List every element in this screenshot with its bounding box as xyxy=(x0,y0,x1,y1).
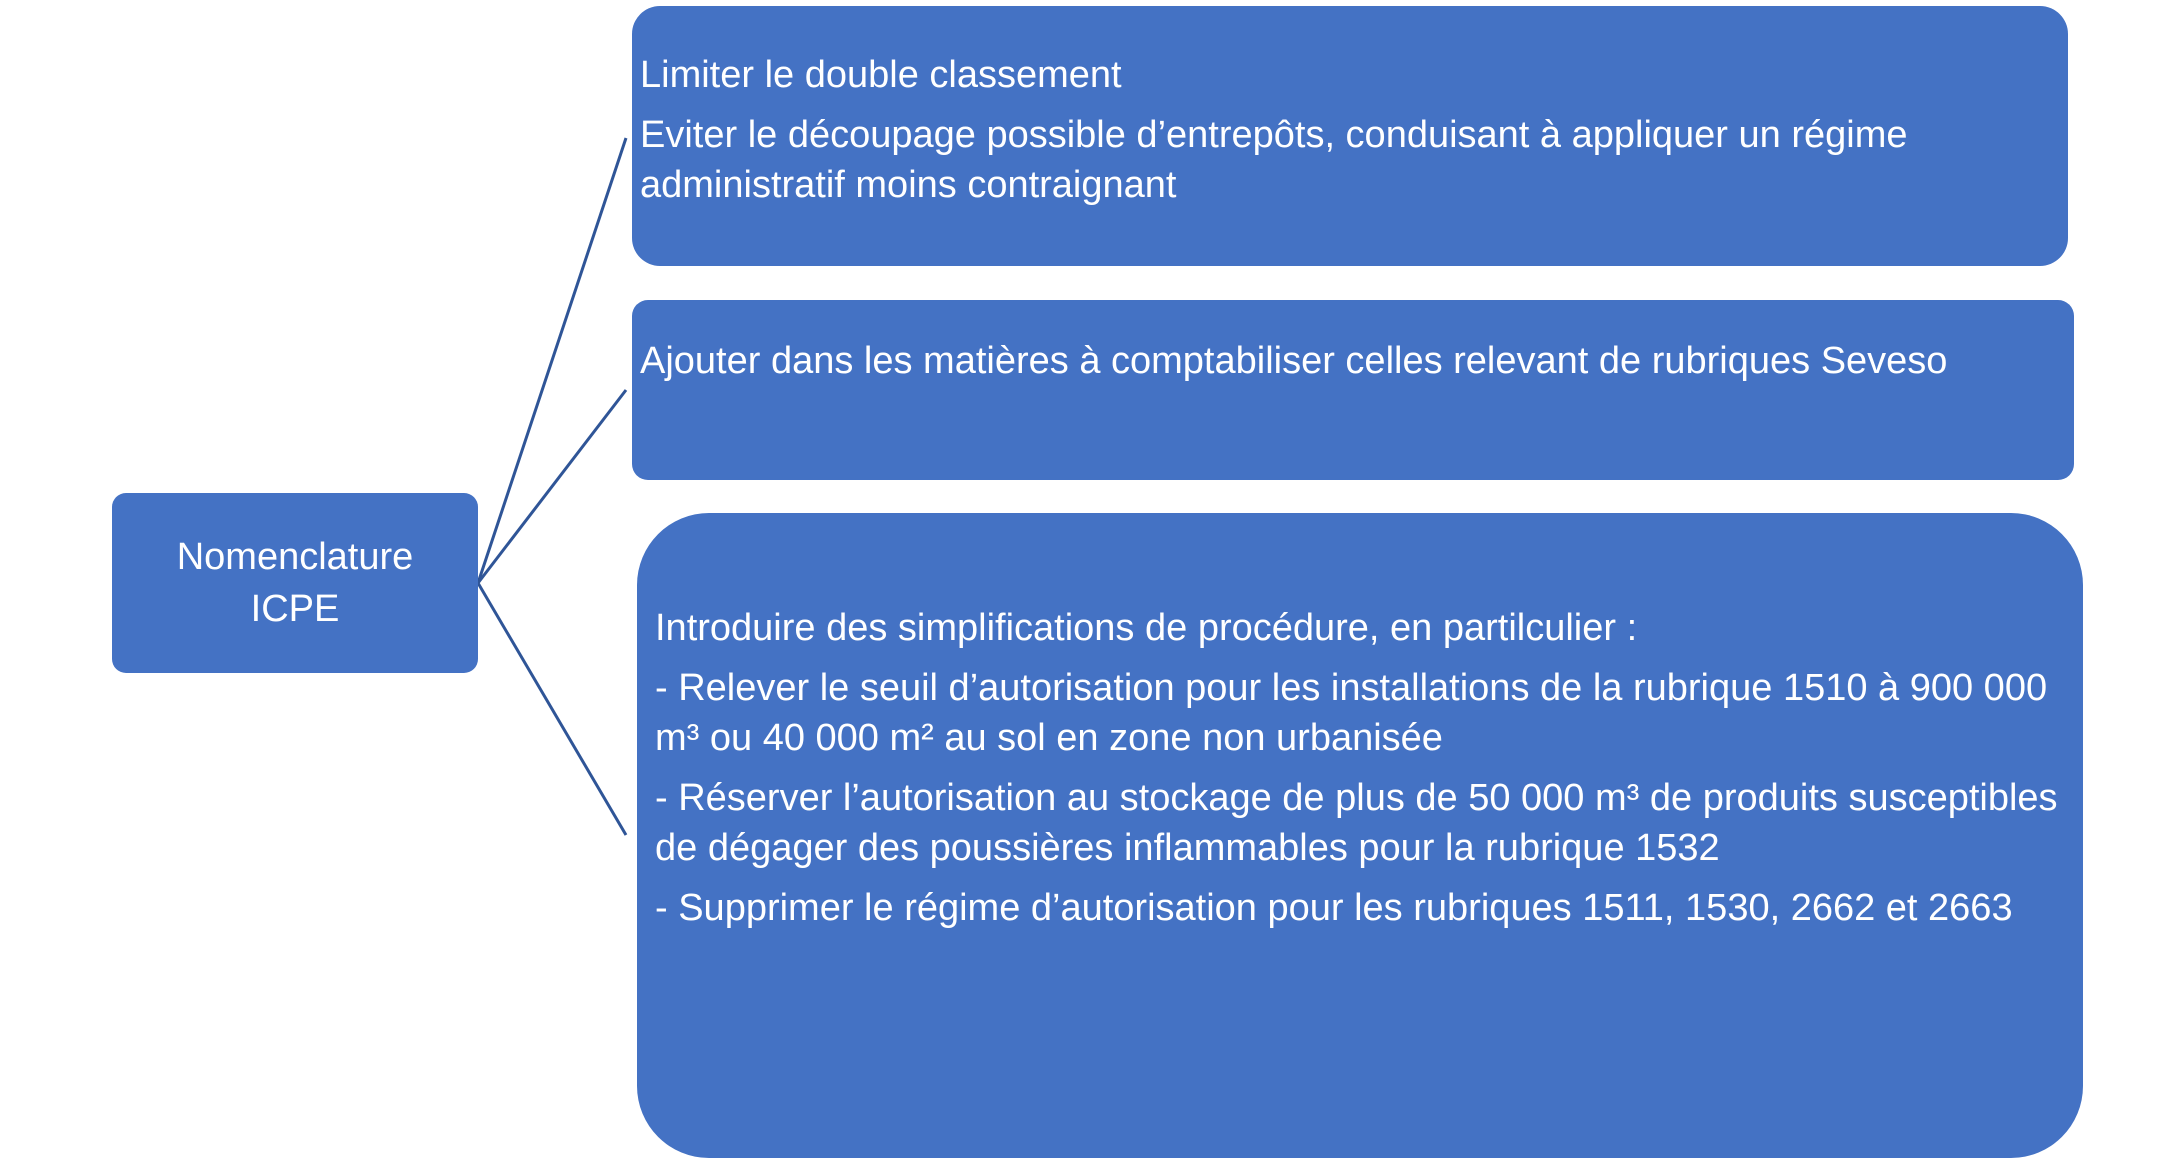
root-node-nomenclature-icpe xyxy=(112,493,478,673)
branch-3-paragraph-2: - Relever le seuil d’autorisation pour les installations de la rubrique 1510 à 900 000 m³ ou 40 000 m² au sol en zone non urbanisée xyxy=(655,667,2048,759)
root-node-label xyxy=(177,531,414,635)
branch-node-2 xyxy=(632,300,2074,480)
branch-node-1 xyxy=(632,6,2068,266)
root-label-line-1: Nomenclature xyxy=(176,536,414,578)
branch-1-paragraph-1: Limiter le double classement xyxy=(640,54,1122,96)
root-label-line-2: ICPE xyxy=(250,588,340,630)
branch-3-paragraph-4: - Supprimer le régime d’autorisation pour les rubriques 1511, 1530, 2662 et 2663 xyxy=(655,887,2013,929)
connector-to-branch-3 xyxy=(478,583,626,835)
branch-1-paragraph-2: Eviter le découpage possible d’entrepôts, conduisant à appliquer un régime administratif moins contraignant xyxy=(640,114,1908,206)
connector-to-branch-1 xyxy=(478,138,626,583)
connector-to-branch-2 xyxy=(478,390,626,583)
branch-2-paragraph-1: Ajouter dans les matières à comptabiliser celles relevant de rubriques Seveso xyxy=(640,340,1948,382)
branch-3-paragraph-3: - Réserver l’autorisation au stockage de plus de 50 000 m³ de produits susceptibles de dégager des poussières inflammables pour la rubrique 1532 xyxy=(655,777,2058,869)
branch-node-3 xyxy=(637,513,2083,1158)
branch-3-paragraph-1: Introduire des simplifications de procédure, en partilculier : xyxy=(655,607,1638,649)
